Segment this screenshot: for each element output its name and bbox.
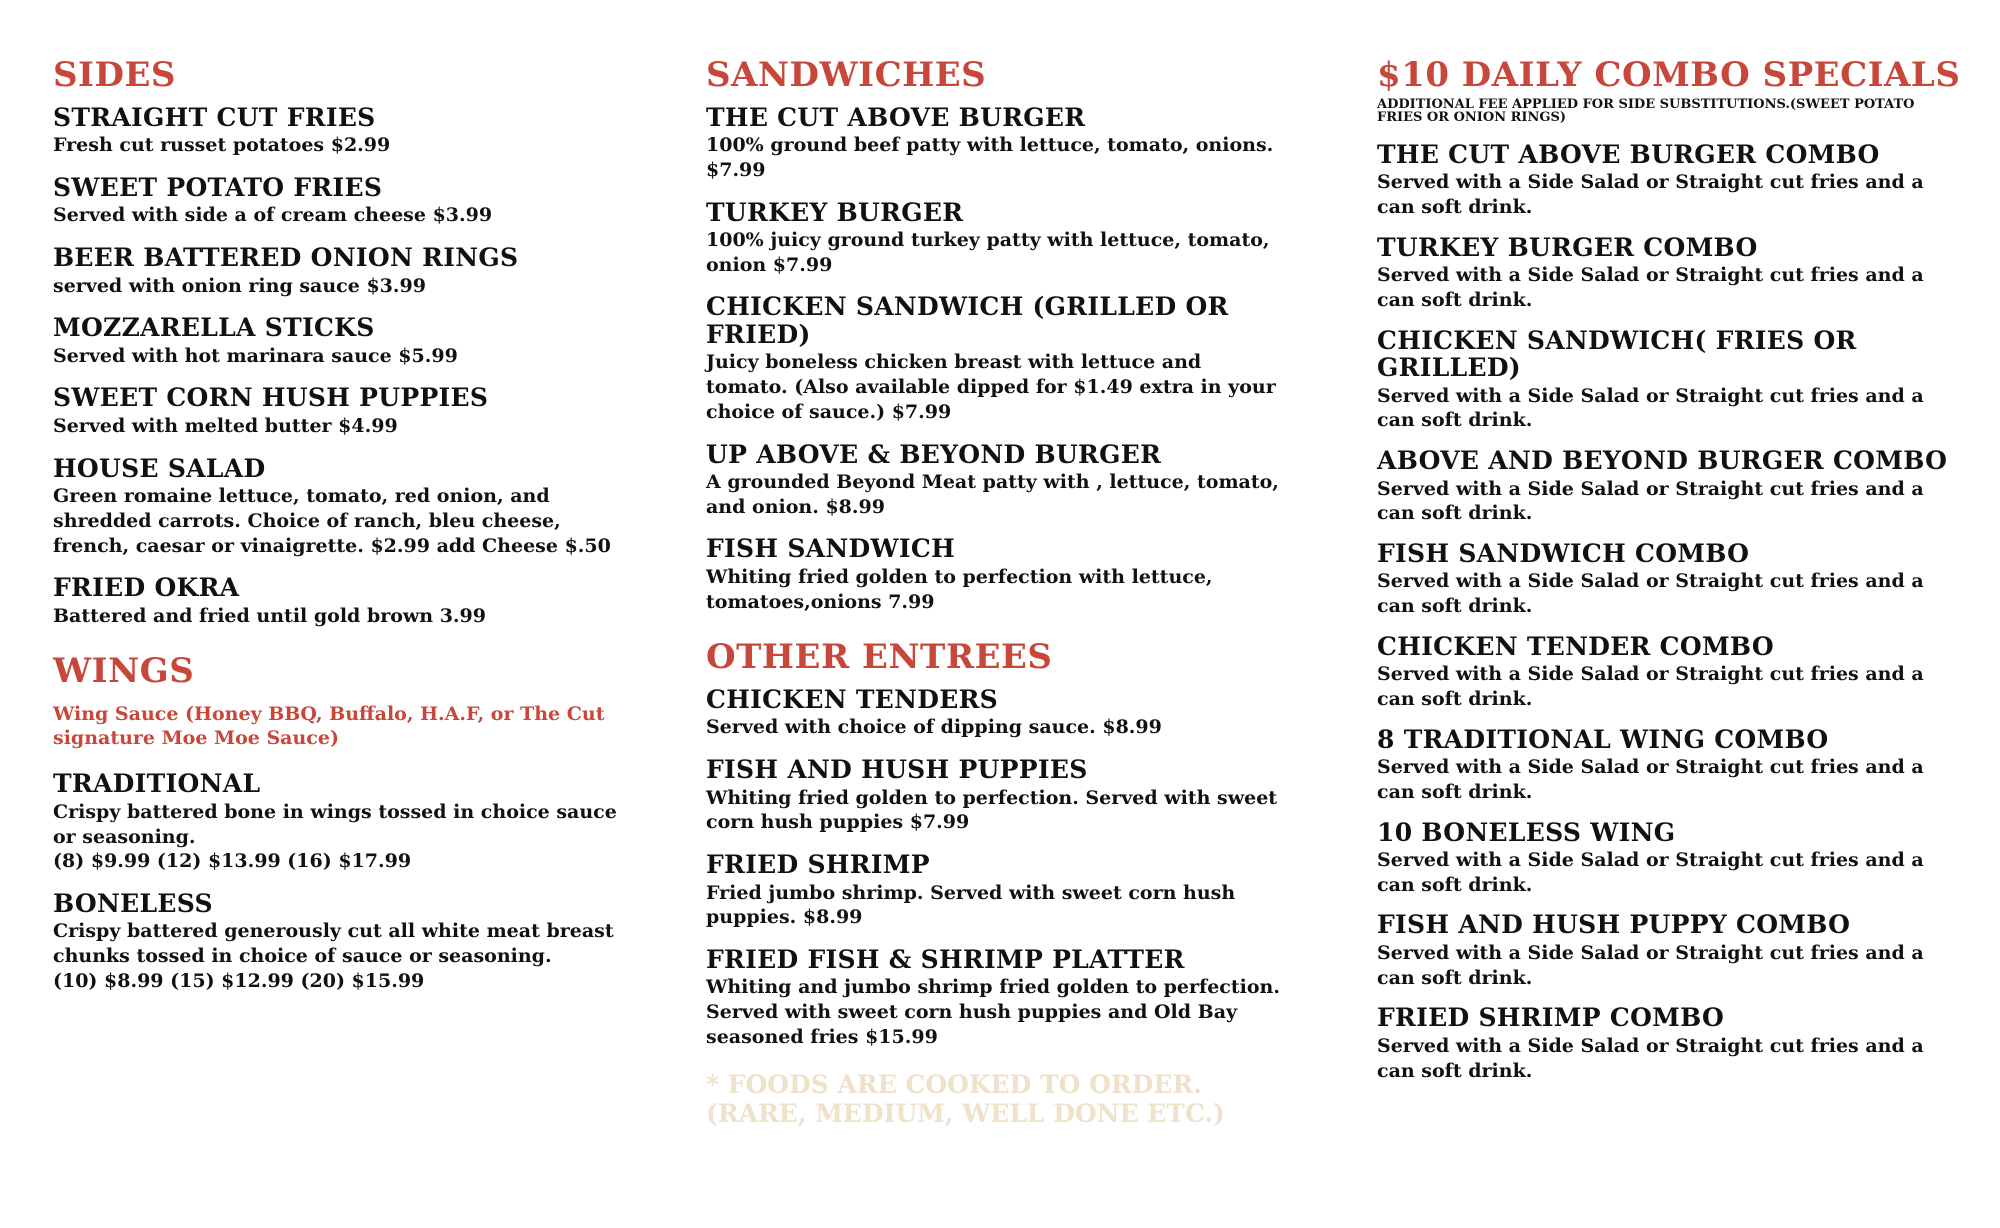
item-name: CHICKEN SANDWICH( FRIES OR GRILLED) xyxy=(1377,325,1857,383)
item-name: CHICKEN TENDERS xyxy=(706,684,999,714)
menu-item xyxy=(1377,540,1977,619)
item-desc: Served with choice of dipping sauce. $8.99 xyxy=(706,716,1162,739)
item-desc: 100% ground beef patty with lettuce, tomato, onions. $7.99 xyxy=(706,134,1274,181)
menu-item xyxy=(706,441,1306,520)
wing-sauce-note: Wing Sauce (Honey BBQ, Buffalo, H.A.F, or The Cut signature Moe Moe Sauce) xyxy=(53,703,605,750)
menu-item xyxy=(1377,633,1977,712)
menu-item xyxy=(53,890,653,994)
item-desc: Served with a Side Salad or Straight cut fries and a can soft drink. xyxy=(1377,264,1924,312)
item-desc: Whiting fried golden to perfection with lettuce, tomatoes,onions 7.99 xyxy=(706,565,1213,613)
menu-item xyxy=(706,104,1306,183)
item-desc: A grounded Beyond Meat patty with , lettuce, tomato, and onion. $8.99 xyxy=(706,471,1279,518)
item-desc: Battered and fried until gold brown 3.99 xyxy=(53,604,486,627)
item-desc: Whiting and jumbo shrimp fried golden to perfection. Served with sweet corn hush puppies and Old Bay seasoned fries $15.99 xyxy=(706,976,1280,1048)
menu-item xyxy=(1377,726,1977,805)
item-name: HOUSE SALAD xyxy=(53,453,266,483)
item-name: TRADITIONAL xyxy=(53,769,261,799)
item-name: FRIED OKRA xyxy=(53,573,240,603)
item-name: THE CUT ABOVE BURGER COMBO xyxy=(1377,139,1880,169)
item-name: ABOVE AND BEYOND BURGER COMBO xyxy=(1377,446,1948,476)
menu-item xyxy=(53,384,653,438)
item-name: TURKEY BURGER xyxy=(706,197,964,227)
menu-item xyxy=(706,851,1306,930)
menu-item xyxy=(706,293,1306,424)
item-name: SWEET POTATO FRIES xyxy=(53,172,383,202)
menu-item xyxy=(1377,327,1977,433)
other-entrees-heading: OTHER ENTREES xyxy=(706,637,1053,678)
wings-heading: WINGS xyxy=(53,651,195,692)
menu-item xyxy=(53,174,653,228)
menu-item xyxy=(53,314,653,368)
menu-item xyxy=(53,574,653,628)
menu-item xyxy=(1377,1004,1977,1083)
menu-item xyxy=(706,686,1306,740)
item-desc: Fresh cut russet potatoes $2.99 xyxy=(53,134,391,157)
column-middle xyxy=(706,55,1306,1129)
combo-specials-heading: $10 DAILY COMBO SPECIALS xyxy=(1377,55,1961,95)
item-desc: Served with a Side Salad or Straight cut fries and a can soft drink. xyxy=(1377,171,1924,219)
menu-item xyxy=(1377,141,1977,220)
item-desc: Served with a Side Salad or Straight cut fries and a can soft drink. xyxy=(1377,1034,1924,1082)
item-name: SWEET CORN HUSH PUPPIES xyxy=(53,383,489,413)
item-desc: Juicy boneless chicken breast with lettuce and tomato. (Also available dipped for $1.49 extra in your choice of sauce.) $7.99 xyxy=(706,351,1276,423)
item-desc: served with onion ring sauce $3.99 xyxy=(53,274,426,297)
item-name: CHICKEN TENDER COMBO xyxy=(1377,631,1774,661)
column-right xyxy=(1377,55,1977,1097)
menu-item xyxy=(1377,819,1977,898)
item-desc: Served with a Side Salad or Straight cut fries and a can soft drink. xyxy=(1377,756,1924,803)
item-desc: Served with side a of cream cheese $3.99 xyxy=(53,204,493,227)
item-desc: Fried jumbo shrimp. Served with sweet corn hush puppies. $8.99 xyxy=(706,881,1236,929)
menu-item xyxy=(53,455,653,559)
menu-item xyxy=(53,104,653,158)
item-name: FISH SANDWICH COMBO xyxy=(1377,538,1750,568)
item-desc: Green romaine lettuce, tomato, red onion, and shredded carrots. Choice of ranch, bleu cheese, french, caesar or vinaigrette. $2.99 add Cheese $.50 xyxy=(53,485,611,557)
item-name: FISH AND HUSH PUPPIES xyxy=(706,755,1088,785)
item-desc: Served with a Side Salad or Straight cut fries and a can soft drink. xyxy=(1377,663,1924,711)
item-name: FRIED SHRIMP COMBO xyxy=(1377,1003,1725,1033)
item-desc: 100% juicy ground turkey patty with lettuce, tomato, onion $7.99 xyxy=(706,229,1270,276)
item-name: MOZZARELLA STICKS xyxy=(53,313,375,343)
item-name: FRIED SHRIMP xyxy=(706,850,930,879)
item-name: STRAIGHT CUT FRIES xyxy=(53,102,376,132)
item-desc: Served with melted butter $4.99 xyxy=(53,414,398,437)
item-name: FISH SANDWICH xyxy=(706,534,955,564)
item-name: BONELESS xyxy=(53,888,213,918)
menu-item xyxy=(706,199,1306,278)
item-name: 8 TRADITIONAL WING COMBO xyxy=(1377,724,1829,754)
menu-item xyxy=(706,535,1306,614)
menu-item xyxy=(1377,234,1977,313)
item-name: CHICKEN SANDWICH (GRILLED OR FRIED) xyxy=(706,292,1229,349)
sides-heading: SIDES xyxy=(53,55,176,95)
sandwiches-heading: SANDWICHES xyxy=(706,55,987,95)
menu-item xyxy=(53,244,653,298)
item-name: FISH AND HUSH PUPPY COMBO xyxy=(1377,910,1851,940)
item-name: UP ABOVE & BEYOND BURGER xyxy=(706,439,1162,469)
item-desc: Served with a Side Salad or Straight cut fries and a can soft drink. xyxy=(1377,849,1924,896)
menu-item xyxy=(53,770,653,874)
menu-item xyxy=(1377,911,1977,990)
item-desc: Served with a Side Salad or Straight cut fries and a can soft drink. xyxy=(1377,941,1924,989)
item-desc: Served with a Side Salad or Straight cut fries and a can soft drink. xyxy=(1377,570,1924,618)
substitution-fee-note: ADDITIONAL FEE APPLIED FOR SIDE SUBSTITUTIONS.(SWEET POTATO FRIES OR ONION RINGS) xyxy=(1377,96,1915,126)
item-desc: Whiting fried golden to perfection. Served with sweet corn hush puppies $7.99 xyxy=(706,786,1278,834)
item-name: FRIED FISH & SHRIMP PLATTER xyxy=(706,944,1185,974)
menu-item xyxy=(706,946,1306,1050)
item-desc: Served with a Side Salad or Straight cut fries and a can soft drink. xyxy=(1377,477,1924,525)
item-desc: Served with a Side Salad or Straight cut fries and a can soft drink. xyxy=(1377,384,1924,432)
item-desc: Crispy battered generously cut all white meat breast chunks tossed in choice of sauce or seasoning. (10) $8.99 (15) $12.99 (20) $15.99 xyxy=(53,920,614,992)
item-name: THE CUT ABOVE BURGER xyxy=(706,102,1086,132)
menu-item xyxy=(706,756,1306,835)
item-name: TURKEY BURGER COMBO xyxy=(1377,232,1758,262)
menu-item xyxy=(1377,447,1977,526)
item-name: 10 BONELESS WING xyxy=(1377,817,1676,847)
item-name: BEER BATTERED ONION RINGS xyxy=(53,243,519,273)
item-desc: Crispy battered bone in wings tossed in choice sauce or seasoning. (8) $9.99 (12) $13.99 (16) $17.99 xyxy=(53,800,617,873)
cooked-to-order-note: * FOODS ARE COOKED TO ORDER. (RARE, MEDIUM, WELL DONE ETC.) xyxy=(706,1070,1225,1129)
column-left xyxy=(53,55,653,1009)
item-desc: Served with hot marinara sauce $5.99 xyxy=(53,344,458,367)
